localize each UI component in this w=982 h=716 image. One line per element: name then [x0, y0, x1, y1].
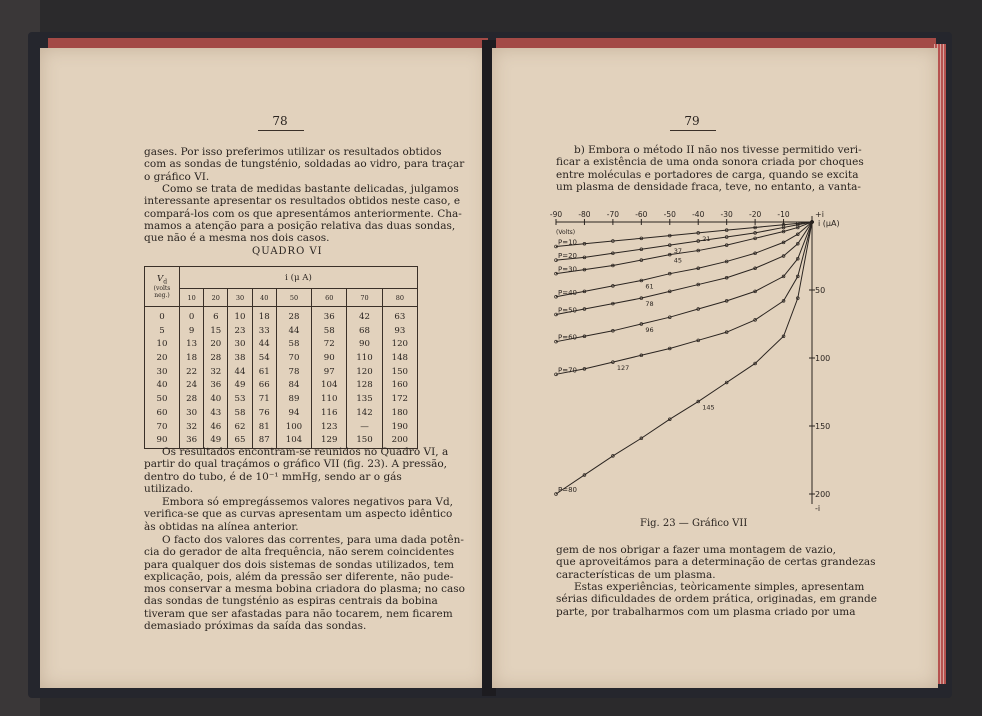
x-tick-label: -90 — [550, 210, 563, 219]
table-cell: 46 — [210, 421, 222, 432]
series-line — [556, 222, 812, 342]
text-line: verifica-se que as curvas apresentam um aspecto idêntico — [144, 508, 453, 521]
table-cell: 90 — [323, 353, 335, 364]
table-cell: 36 — [186, 435, 198, 446]
data-table — [144, 266, 418, 449]
table-cell: 150 — [356, 435, 373, 446]
row-label: 90 — [156, 435, 168, 446]
table-cell: 63 — [394, 312, 406, 322]
chart-grafico-vii — [550, 204, 840, 516]
table-cell: 30 — [186, 407, 198, 418]
paragraph — [144, 496, 454, 533]
paragraph — [144, 534, 465, 633]
series-label: P=50 — [558, 306, 577, 315]
series-label: P=20 — [558, 252, 577, 261]
curve-marker-label: 21 — [702, 234, 711, 243]
table-cell: 129 — [321, 435, 338, 446]
text-line: Como se trata de medidas bastante delicadas, julgamos — [162, 183, 459, 195]
table-cell: 28 — [210, 353, 222, 364]
table-cell: 32 — [210, 366, 222, 377]
table-cell: 44 — [234, 366, 246, 377]
table-cell: 49 — [234, 380, 246, 391]
x-tick-label: -10 — [777, 210, 790, 219]
text-line: o gráfico VI. — [144, 170, 210, 183]
y-tick-label: 200 — [815, 490, 831, 499]
paragraph — [556, 581, 877, 618]
table-cell: 53 — [234, 394, 246, 405]
table-cell: 78 — [288, 366, 300, 377]
table-cell: 128 — [356, 380, 373, 391]
row-label: 70 — [156, 421, 168, 432]
table-cell: 65 — [234, 435, 246, 446]
table-cell: 13 — [186, 339, 198, 350]
table-cell: 190 — [391, 421, 409, 432]
curve-marker-label: 127 — [616, 364, 630, 373]
text-line: parte, por trabalharmos com um plasma criado por uma — [556, 605, 856, 618]
text-line: ficar a existência de uma onda sonora criada por choques — [556, 156, 864, 169]
curve-marker-label: 45 — [673, 256, 683, 265]
text-line: tiveram que ser afastadas para não tocarem, nem ficarem — [144, 607, 453, 620]
table-cell: 36 — [210, 380, 222, 391]
curve-marker-label: 37 — [673, 247, 683, 256]
table-cell: 43 — [210, 407, 222, 418]
table-cell: 40 — [210, 394, 222, 405]
table-cell: 180 — [391, 407, 409, 418]
table-cell: 97 — [323, 366, 335, 377]
table-cell: 58 — [288, 339, 300, 350]
table-cell: 6 — [213, 312, 219, 322]
row-label: 5 — [159, 325, 165, 336]
page-number-rule — [670, 130, 716, 131]
column-header: 40 — [252, 289, 276, 307]
table-cell: 24 — [186, 380, 198, 391]
column-header: 50 — [276, 289, 311, 307]
row-header-sub: d — [163, 278, 168, 286]
page-number: 78 — [272, 114, 288, 128]
table-column-values — [382, 307, 417, 449]
text-line: às obtidas na alínea anterior. — [144, 520, 299, 533]
row-header-main: V — [156, 273, 164, 284]
table-cell: 84 — [288, 380, 300, 391]
table-cell: 116 — [321, 407, 338, 418]
figure-caption: Fig. 23 — Gráfico VII — [640, 518, 748, 529]
table-column-values — [276, 307, 311, 449]
curve-marker-label: 145 — [702, 403, 715, 412]
table-cell: 123 — [321, 421, 338, 432]
table-cell: 38 — [234, 353, 246, 364]
table-cell: 9 — [188, 325, 195, 336]
table-cell: 110 — [356, 353, 373, 364]
left-page — [40, 48, 488, 688]
table-cell: 87 — [258, 435, 270, 446]
table-column-values — [347, 307, 382, 449]
x-tick-label: -60 — [635, 210, 648, 219]
table-cell: 58 — [234, 407, 246, 418]
y-tick-label: 150 — [815, 422, 831, 431]
text-line: Os resultados encontram-se reunidos no Quadro VI, a — [162, 446, 449, 458]
table-column-values — [252, 307, 276, 449]
row-labels-column — [145, 307, 180, 449]
text-line: das sondas de tungsténio as espiras centrais da bobina — [144, 595, 438, 608]
column-header: 80 — [382, 289, 417, 307]
table-column-values — [312, 307, 347, 449]
series-label: P=80 — [558, 486, 577, 494]
row-label: 50 — [156, 394, 168, 405]
x-tick-label: -30 — [720, 210, 733, 219]
x-tick-label: -40 — [692, 210, 705, 219]
column-header: 60 — [312, 289, 347, 307]
table-cell: 71 — [258, 394, 270, 405]
text-line: b) Embora o método II não nos tivesse permitido veri- — [574, 144, 862, 156]
table-cell: 20 — [210, 339, 222, 350]
table-column-values — [228, 307, 252, 449]
table-cell: 172 — [391, 394, 409, 405]
table-cell: 44 — [288, 325, 300, 336]
page-number-rule — [258, 130, 304, 131]
text-line: O facto dos valores das correntes, para uma dada potên- — [162, 534, 464, 546]
text-line: que não é a mesma nos dois casos. — [144, 232, 330, 245]
text-line: demasiado próximas da saída das sondas. — [144, 620, 367, 633]
text-line: sérias dificuldades de ordem prática, originadas, em grande — [556, 593, 877, 606]
table-cell: 66 — [258, 380, 270, 391]
column-header: 70 — [347, 289, 382, 307]
table-cell: 120 — [356, 366, 373, 377]
row-header-unit: (volts neg.) — [153, 285, 171, 300]
table-cell: 58 — [323, 325, 335, 336]
table-cell: 81 — [258, 421, 270, 432]
y-tick-label: 100 — [815, 354, 831, 363]
right-page — [492, 48, 938, 688]
text-line: cia do gerador de alta frequência, não serem coincidentes — [144, 546, 455, 559]
curve-marker-label: 78 — [645, 300, 654, 309]
page-number: 79 — [684, 114, 700, 128]
table-cell: 94 — [288, 407, 300, 418]
table-cell: 68 — [359, 325, 370, 336]
x-tick-label: -70 — [606, 210, 620, 219]
text-line: explicação, pois, além da pressão ser diferente, não pude- — [144, 570, 454, 583]
table-cell: 10 — [234, 312, 246, 322]
table-cell: 61 — [258, 366, 270, 377]
table-cell: 89 — [288, 394, 300, 405]
row-label: 40 — [156, 380, 168, 391]
table-cell: 62 — [234, 421, 246, 432]
table-cell: 120 — [391, 339, 409, 350]
table-cell: 0 — [188, 312, 195, 322]
row-label: 10 — [156, 339, 168, 350]
text-line: utilizado. — [144, 482, 194, 495]
text-line: gem de nos obrigar a fazer uma montagem de vazio, — [556, 544, 836, 556]
text-line: características de um plasma. — [556, 568, 716, 581]
series-line — [556, 222, 812, 297]
table-cell: 18 — [186, 353, 198, 364]
row-label: 20 — [156, 353, 168, 364]
text-line: interessante apresentar os resultados obtidos neste caso, e — [144, 195, 461, 208]
table-cell: 36 — [323, 312, 335, 322]
series-label: P=40 — [558, 288, 577, 297]
column-header: 10 — [180, 289, 204, 307]
text-line: com as sondas de tungsténio, soldadas ao vidro, para traçar — [144, 158, 465, 171]
table-cell: 150 — [391, 366, 409, 377]
table-cell: 42 — [359, 312, 370, 322]
table-cell: 148 — [391, 353, 409, 364]
text-line: Embora só empregássemos valores negativos para Vd, — [162, 496, 454, 508]
table-cell: 32 — [186, 421, 198, 432]
row-label: 60 — [156, 407, 168, 418]
table-cell: 76 — [258, 407, 270, 418]
text-line: mamos a atenção para a posição relativa das duas sondas, — [144, 219, 456, 232]
table-cell: 30 — [234, 339, 246, 350]
table-cell: 44 — [258, 339, 270, 350]
table-column-values — [204, 307, 228, 449]
text-line: entre moléculas e portadores de carga, quando se excita — [556, 168, 859, 181]
table-cell: — — [360, 421, 369, 432]
paragraph — [144, 146, 465, 183]
x-axis-label: (Volts) — [556, 229, 576, 236]
text-line: mos conservar a mesma bobina criadora do plasma; no caso — [144, 583, 465, 596]
paragraph — [144, 183, 462, 245]
paragraph — [556, 544, 876, 581]
table-cell: 33 — [258, 325, 270, 336]
column-header: 30 — [228, 289, 252, 307]
curve-marker-label: 61 — [645, 282, 654, 291]
curve-marker-label: 96 — [645, 326, 654, 334]
table-cell: 100 — [285, 421, 303, 432]
table-cell: 70 — [288, 353, 300, 364]
table-cell: 135 — [356, 394, 373, 405]
text-line: Estas experiências, teòricamente simples, apresentam — [574, 581, 865, 593]
table-cell: 104 — [285, 435, 303, 446]
table-cell: 15 — [210, 325, 222, 336]
series-label: P=30 — [558, 265, 577, 274]
x-tick-label: -50 — [663, 210, 676, 219]
table-cell: 22 — [186, 366, 198, 377]
table-column-values — [180, 307, 204, 449]
paragraph — [556, 144, 864, 193]
text-line: que aproveitámos para a determinação de certas grandezas — [556, 556, 876, 569]
table-cell: 54 — [258, 353, 270, 364]
y-tick-label: +i — [815, 210, 824, 219]
column-header: 20 — [204, 289, 228, 307]
series-line — [556, 222, 812, 494]
text-line: gases. Por isso preferimos utilizar os resultados obtidos — [144, 146, 442, 158]
table-cell: 93 — [394, 325, 406, 336]
row-label: 30 — [156, 366, 168, 377]
text-line: dentro do tubo, é de 10⁻¹ mmHg, sendo ar o gás — [144, 470, 402, 483]
x-tick-label: -20 — [748, 210, 762, 219]
table-cell: 23 — [234, 325, 246, 336]
series-label: P=60 — [558, 333, 577, 342]
series-line — [556, 222, 812, 260]
table-cell: 142 — [356, 407, 373, 418]
text-line: para qualquer dos dois sistemas de sondas utilizados, tem — [144, 558, 454, 571]
y-tick-label: 50 — [815, 286, 826, 295]
series-line — [556, 222, 812, 374]
table-cell: 72 — [323, 339, 335, 350]
text-line: um plasma de densidade fraca, teve, no entanto, a vanta- — [556, 180, 861, 193]
y-axis-label: i (μA) — [818, 219, 840, 228]
table-cell: 200 — [391, 435, 409, 446]
table-cell: 160 — [391, 380, 409, 391]
text-line: compará-los com os que apresentámos anteriormente. Cha- — [144, 207, 462, 220]
table-cell: 28 — [186, 394, 198, 405]
table-cell: 90 — [359, 339, 370, 350]
table-cell: 49 — [210, 435, 222, 446]
series-label: P=70 — [558, 366, 577, 375]
table-cell: 18 — [258, 312, 270, 322]
row-header-cell — [145, 267, 180, 307]
table-cell: 104 — [321, 380, 338, 391]
table-cell: 28 — [288, 312, 300, 322]
text-line: partir do qual traçámos o gráfico VII (fig. 23). A pressão, — [144, 458, 448, 471]
column-group-header: i (μ A) — [180, 267, 418, 289]
x-tick-label: -80 — [578, 210, 591, 219]
table-cell: 110 — [321, 394, 338, 405]
paragraph — [144, 446, 449, 495]
series-label: P=10 — [558, 238, 577, 247]
y-tick-label: -i — [815, 504, 821, 513]
table-caption: QUADRO VI — [252, 246, 323, 257]
row-label: 0 — [159, 312, 165, 322]
